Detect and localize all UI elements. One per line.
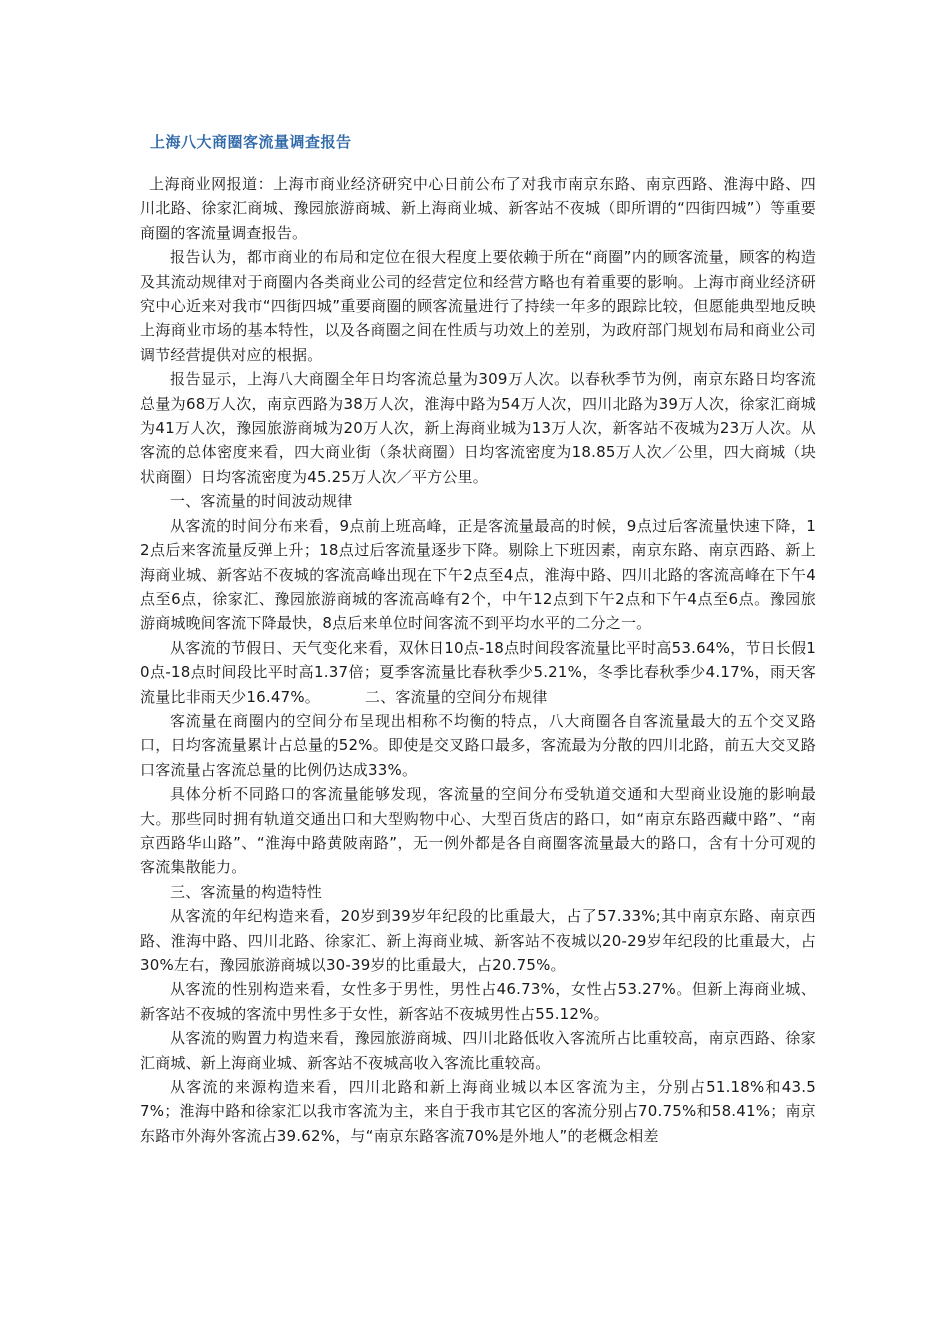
paragraph-purchasing-power: 从客流的购置力构造来看，豫园旅游商城、四川北路低收入客流所占比重较高，南京西路、徐家汇商城、新上海商业城、新客站不夜城高收入客流比重较高。 [140,1029,816,1072]
document-page [140,130,816,1148]
paragraph-holiday-weather [140,636,816,709]
paragraph-report-data: 报告显示，上海八大商圈全年日均客流总量为309万人次。以春秋季节为例，南京东路日均客流总量为68万人次，南京西路为38万人次，淮海中路为54万人次，四川北路为39万人次，徐家汇商城为41万人次，豫园旅游商城为20万人次，新上海商业城为13万人次，新客站不夜城为23万人次。从客流的总体密度来看，四大商业街（条状商圈）日均客流密度为18.85万人次／公里，四大商城（块状商圈）日均客流密度为45.25万人次／平方公里。 [140,370,816,486]
section-heading-structure: 三、客流量的构造特性 [170,882,323,901]
paragraph-intro: 上海商业网报道：上海市商业经济研究中心日前公布了对我市南京东路、南京西路、淮海中路、四川北路、徐家汇商城、豫园旅游商城、新上海商业城、新客站不夜城（即所谓的“四街四城”）等重要商圈的客流量调查报告。 [140,175,816,242]
paragraph-space-distribution: 客流量在商圈内的空间分布呈现出相称不均衡的特点，八大商圈各自客流量最大的五个交叉路口，日均客流量累计占总量的52%。即使是交叉路口最多，客流最为分散的四川北路，前五大交叉路口客流量占客流总量的比例仍达成33%。 [140,711,816,779]
paragraph-intersection-analysis: 具体分析不同路口的客流量能够发现，客流量的空间分布受轨道交通和大型商业设施的影响最大。那些同时拥有轨道交通出口和大型购物中心、大型百货店的路口，如“南京东路西藏中路”、“南京西路华山路”、“淮海中路黄陂南路”，无一例外都是各自商圈客流量最大的路口，含有十分可观的客流集散能力。 [140,785,816,877]
paragraph-time-distribution: 从客流的时间分布来看，9点前上班高峰，正是客流量最高的时候，9点过后客流量快速下降，12点后来客流量反弹上升；18点过后客流量逐步下降。剔除上下班因素，南京东路、南京西路、新上海商业城、新客站不夜城的客流高峰出现在下午2点至4点，淮海中路、四川北路的客流高峰在下午4点至6点，徐家汇、豫园旅游商城的客流高峰有2个，中午12点到下午2点和下午4点至6点。豫园旅游商城晚间客流下降最快，8点后来单位时间客流不到平均水平的二分之一。 [140,516,816,633]
paragraph-age-structure: 从客流的年纪构造来看，20岁到39岁年纪段的比重最大，占了57.33%;其中南京东路、南京西路、淮海中路、四川北路、徐家汇、新上海商业城、新客站不夜城以20-29岁年纪段的比重最大，占30%左右，豫园旅游商城以30-39岁的比重最大，占20.75%。 [140,907,816,974]
paragraph-gender-structure: 从客流的性别构造来看，女性多于男性，男性占46.73%，女性占53.27%。但新上海商业城、新客站不夜城的客流中男性多于女性，新客站不夜城男性占55.12%。 [140,980,816,1023]
paragraph-report-view: 报告认为，都市商业的布局和定位在很大程度上要依赖于所在“商圈”内的顾客流量，顾客的构造及其流动规律对于商圈内各类商业公司的经营定位和经营方略也有着重要的影响。上海市商业经济研究中心近来对我市“四街四城”重要商圈的顾客流量进行了持续一年多的跟踪比较，但愿能典型地反映上海商业市场的基本特性，以及各商圈之间在性质与功效上的差别，为政府部门规划布局和商业公司调节经营提供对应的根据。 [140,248,816,364]
paragraph-source-structure: 从客流的来源构造来看，四川北路和新上海商业城以本区客流为主，分别占51.18%和43.57%；淮海中路和徐家汇以我市客流为主，来自于我市其它区的客流分别占70.75%和58.41%；南京东路市外海外客流占39.62%，与“南京东路客流70%是外地人”的老概念相差 [140,1078,816,1145]
paragraph-holiday-weather-text: 从客流的节假日、天气变化来看，双休日10点-18点时间段客流量比平时高53.64%，节日长假10点-18点时间段比平时高1.37倍；夏季客流量比春秋季少5.21%，冬季比春秋季少4.17%，雨天客流量比非雨天少16.47%。 [140,638,816,706]
report-title: 上海八大商圈客流量调查报告 [150,133,352,151]
section-heading-space: 二、客流量的空间分布规律 [365,687,548,706]
section-heading-time: 一、客流量的时间波动规律 [170,492,353,511]
